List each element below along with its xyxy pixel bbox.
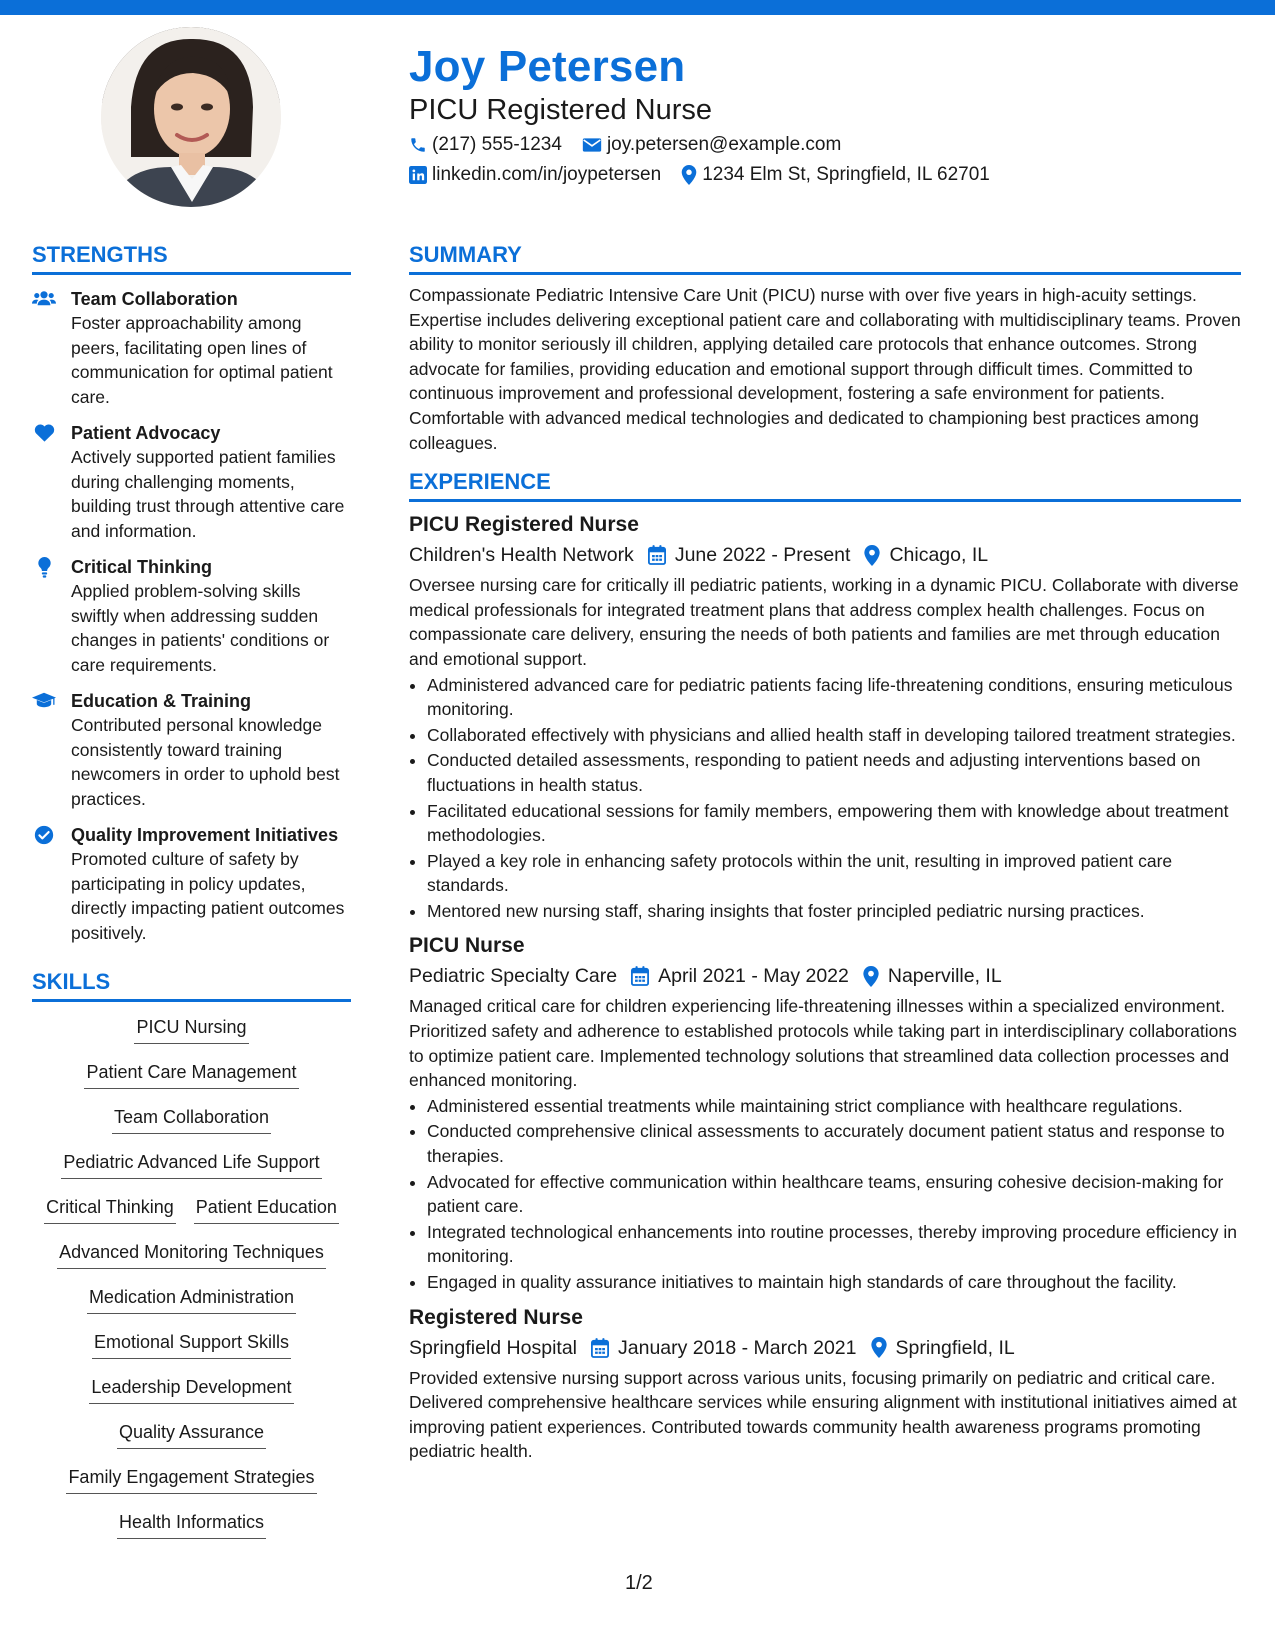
job-meta: [409, 1333, 1241, 1363]
skill-line: [32, 1376, 351, 1421]
dates-text: June 2022 - Present: [674, 544, 851, 567]
strength-title: Education & Training: [71, 691, 252, 711]
job-meta: [409, 961, 1241, 991]
map-pin-icon: [863, 966, 879, 987]
job-bullet: • Played a key role in enhancing safety protocols within the unit, resulting in improved patient care standards.: [427, 849, 1241, 898]
experience-heading: EXPERIENCE: [409, 469, 1241, 502]
strength-title: Team Collaboration: [71, 289, 238, 309]
strength-description: Actively supported patient families during challenging moments, building trust through attentive care and information.: [71, 447, 345, 541]
address-text: 1234 Elm St, Springfield, IL 62701: [702, 164, 990, 185]
contact-row-1: [409, 134, 855, 156]
skill-tag: Patient Education: [194, 1196, 339, 1224]
job-bullet: • Conducted detailed assessments, responding to patient needs and adjusting interventions based on fluctuations in health status.: [427, 748, 1241, 797]
candidate-title: PICU Registered Nurse: [409, 94, 712, 126]
email-contact[interactable]: [582, 134, 841, 156]
job-company: [409, 1333, 577, 1363]
skills-list: [32, 1016, 351, 1556]
page-number: 1/2: [625, 1572, 653, 1594]
top-accent-bar: [0, 0, 1275, 15]
job-bullet: • Administered advanced care for pediatric patients facing life-threatening conditions, ensuring meticulous monitoring.: [427, 673, 1241, 722]
job-meta: [409, 540, 1241, 570]
job-bullet: • Facilitated educational sessions for family members, empowering them with knowledge about treatment methodologies.: [427, 799, 1241, 848]
calendar-icon: [631, 966, 649, 986]
heart-icon: [32, 423, 56, 445]
strength-title: Quality Improvement Initiatives: [71, 825, 339, 845]
map-pin-icon: [871, 1337, 887, 1358]
map-pin-icon: [864, 545, 880, 566]
skill-tag: Medication Administration: [87, 1286, 296, 1314]
map-pin-icon: [681, 165, 697, 185]
skill-tag: Patient Care Management: [84, 1061, 298, 1089]
strength-description: Promoted culture of safety by participating in policy updates, directly impacting patient outcomes positively.: [71, 849, 345, 943]
dates-text: April 2021 - May 2022: [658, 965, 849, 988]
calendar-icon: [591, 1338, 609, 1358]
skill-tag: Family Engagement Strategies: [66, 1466, 316, 1494]
strength-description: Contributed personal knowledge consistently toward training newcomers in order to uphold best practices.: [71, 715, 340, 809]
strengths-list: [32, 287, 351, 945]
job-bullets: [409, 1094, 1241, 1295]
job-title: Registered Nurse: [409, 1305, 583, 1329]
skill-line: [32, 1241, 351, 1286]
job-bullet: • Advocated for effective communication within healthcare teams, ensuring cohesive decision-making for patient care.: [427, 1170, 1241, 1219]
skill-line: [32, 1151, 351, 1196]
lightbulb-icon: [32, 557, 56, 579]
job-entry: [409, 510, 1241, 923]
job-bullet: • Mentored new nursing staff, sharing insights that foster principled pediatric nursing practices.: [427, 899, 1241, 924]
graduation-cap-icon: [32, 691, 56, 713]
phone-icon: [409, 136, 427, 154]
skill-tag: Critical Thinking: [44, 1196, 176, 1224]
dates-text: January 2018 - March 2021: [618, 1336, 857, 1359]
address-contact: [681, 164, 990, 186]
job-entry: [409, 1303, 1241, 1464]
strengths-heading: STRENGTHS: [32, 242, 351, 275]
job-bullet: • Collaborated effectively with physicians and allied health staff in developing tailored treatment strategies.: [427, 723, 1241, 748]
skill-tag: Health Informatics: [117, 1511, 266, 1539]
linkedin-icon: [409, 166, 427, 184]
job-bullet: • Administered essential treatments while maintaining strict compliance with healthcare regulations.: [427, 1094, 1241, 1119]
job-dates: [648, 540, 851, 570]
job-company: [409, 540, 634, 570]
job-description: Managed critical care for children experiencing life-threatening illnesses within a specialized environment. Prioritized safety and adherence to established protocols while taking part in interdisciplinary collaborations to optimize patient care. Implemented technology solutions that streamlined data collection processes and enhanced monitoring.: [409, 996, 1237, 1091]
company-name: Pediatric Specialty Care: [409, 965, 618, 988]
job-dates: [591, 1333, 856, 1363]
job-location: [864, 540, 988, 570]
left-column: [32, 242, 351, 1556]
skill-tag: Pediatric Advanced Life Support: [61, 1151, 321, 1179]
skill-line: [32, 1196, 351, 1241]
job-bullet: • Conducted comprehensive clinical assessments to accurately document patient status and response to therapies.: [427, 1119, 1241, 1168]
summary-text: Compassionate Pediatric Intensive Care Unit (PICU) nurse with over five years in high-acuity settings. Expertise includes delivering exceptional patient care and collaborating with multidisciplinary teams. Proven ability to monitor seriously ill children, applying detailed care protocols that enhance outcomes. Strong advocate for families, providing education and emotional support through difficult times. Committed to continuous improvement and professional development, fostering a safe environment for patients. Comfortable with advanced medical technologies and dedicated to championing best practices among colleagues.: [409, 285, 1241, 453]
strength-title: Critical Thinking: [71, 557, 213, 577]
linkedin-contact[interactable]: [409, 164, 661, 186]
skill-tag: Leadership Development: [89, 1376, 293, 1404]
skill-line: [32, 1106, 351, 1151]
check-circle-icon: [32, 825, 56, 847]
skill-line: [32, 1061, 351, 1106]
phone-contact[interactable]: [409, 134, 562, 156]
strength-item: [32, 689, 351, 811]
job-description: Provided extensive nursing support across various units, focusing primarily on pediatric and critical care. Delivered comprehensive healthcare services while ensuring alignment with institutional initiatives aimed at improving patient experiences. Contributed towards community health awareness programs promoting pediatric health.: [409, 1367, 1237, 1462]
job-location: [863, 961, 1002, 991]
phone-text: (217) 555-1234: [432, 134, 562, 155]
skill-line: [32, 1511, 351, 1556]
skill-line: [32, 1016, 351, 1061]
profile-photo: [101, 27, 281, 207]
experience-list: [409, 510, 1241, 1464]
summary-heading: SUMMARY: [409, 242, 1241, 275]
location-text: Naperville, IL: [887, 965, 1002, 988]
skill-tag: Emotional Support Skills: [92, 1331, 291, 1359]
skill-tag: PICU Nursing: [134, 1016, 248, 1044]
strength-item: [32, 823, 351, 945]
job-bullet: • Integrated technological enhancements into routine processes, thereby improving procedure efficiency in monitoring.: [427, 1220, 1241, 1269]
job-entry: [409, 931, 1241, 1294]
calendar-icon: [648, 545, 666, 565]
users-icon: [32, 289, 56, 311]
job-dates: [631, 961, 849, 991]
skill-tag: Team Collaboration: [112, 1106, 271, 1134]
skills-heading: SKILLS: [32, 969, 351, 1002]
job-title: PICU Registered Nurse: [409, 513, 639, 537]
email-text: joy.petersen@example.com: [606, 134, 842, 155]
strength-item: [32, 555, 351, 677]
strength-description: Applied problem-solving skills swiftly when addressing sudden changes in patients' conditions or care requirements.: [71, 581, 330, 675]
contact-row-2: [409, 164, 1004, 186]
strength-item: [32, 421, 351, 543]
skill-tag: Quality Assurance: [117, 1421, 266, 1449]
strength-description: Foster approachability among peers, facilitating open lines of communication for optimal patient care.: [71, 313, 333, 407]
envelope-icon: [582, 137, 602, 153]
right-column: [409, 242, 1241, 1464]
location-text: Chicago, IL: [889, 544, 989, 567]
skill-line: [32, 1421, 351, 1466]
job-bullet: • Engaged in quality assurance initiatives to maintain high standards of care throughout the facility.: [427, 1270, 1241, 1295]
job-title: PICU Nurse: [409, 934, 525, 958]
company-name: Children's Health Network: [409, 544, 634, 567]
location-text: Springfield, IL: [895, 1336, 1015, 1359]
company-name: Springfield Hospital: [409, 1336, 578, 1359]
candidate-name: Joy Petersen: [409, 42, 686, 91]
skill-line: [32, 1331, 351, 1376]
job-company: [409, 961, 617, 991]
job-description: Oversee nursing care for critically ill pediatric patients, working in a dynamic PICU. Collaborate with diverse medical professionals for integrated treatment plans that address complex health challenges. Focus on compassionate care delivery, ensuring the needs of both patients and families are met through education and emotional support.: [409, 575, 1239, 669]
skill-line: [32, 1466, 351, 1511]
job-bullets: [409, 673, 1241, 924]
job-location: [871, 1333, 1015, 1363]
strength-item: [32, 287, 351, 409]
skill-tag: Advanced Monitoring Techniques: [57, 1241, 326, 1269]
skill-line: [32, 1286, 351, 1331]
linkedin-text: linkedin.com/in/joypetersen: [432, 164, 662, 185]
strength-title: Patient Advocacy: [71, 423, 221, 443]
